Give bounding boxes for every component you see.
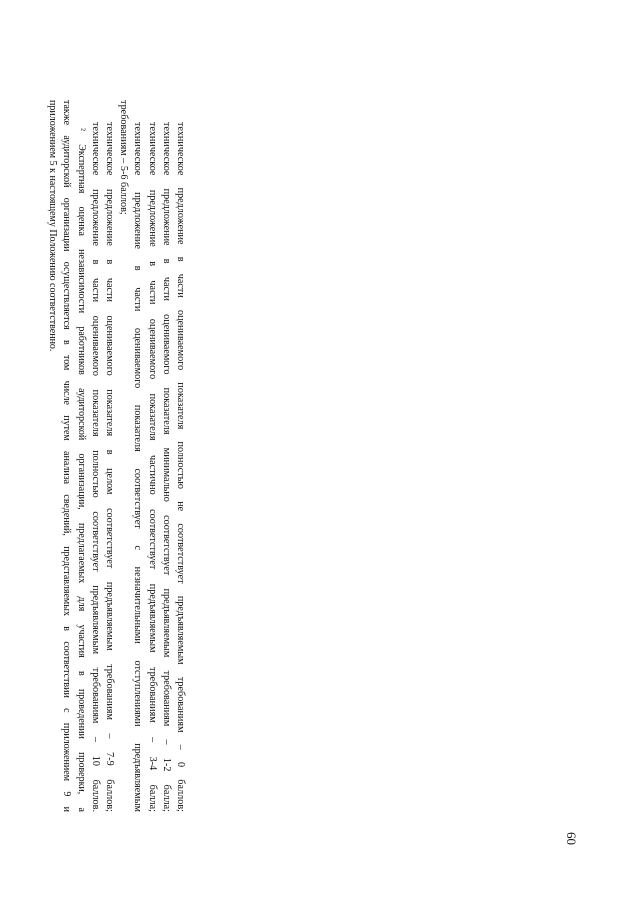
criteria-line-5-6-points-end: требованиям – 5-6 баллов; — [118, 100, 130, 215]
footnote-line-1: ² Экспертная оценка независимости работников аудиторской организации, предлагаемых для участия в проведении проверки, а — [75, 128, 87, 812]
criteria-line-3-4-points: техническое предложение в части оцениваемого показателя частично соответствует предъявляемым требованиям – 3-4 балла; — [146, 122, 158, 812]
footnote-line-2: также аудиторской организации осуществляется в том числе путем анализа сведений, представляемых в соответствии с приложением 9 и — [61, 100, 73, 812]
text-block — [45, 100, 187, 812]
criteria-line-0-points: техническое предложение в части оцениваемого показателя полностью не соответствует предъявляемым требованиям – 0 баллов; — [175, 122, 186, 812]
criteria-line-5-6-points-start: техническое предложение в части оцениваемого показателя соответствует с незначительными отступлениями предъявляемым — [132, 122, 144, 812]
criteria-line-1-2-points: техническое предложение в части оцениваемого показателя минимально соответствует предъявляемым требованиям – 1-2 балла; — [160, 122, 172, 812]
criteria-line-7-9-points: техническое предложение в части оцениваемого показателя в целом соответствует предъявляемым требованиям – 7-9 баллов; — [103, 122, 115, 812]
footnote-line-3: приложением 5 к настоящему Положению соответственно. — [47, 100, 59, 352]
criteria-line-10-points: техническое предложение в части оцениваемого показателя полностью соответствует предъявляемым требованиям – 10 баллов. — [89, 122, 101, 812]
page-number: 60 — [564, 832, 579, 845]
